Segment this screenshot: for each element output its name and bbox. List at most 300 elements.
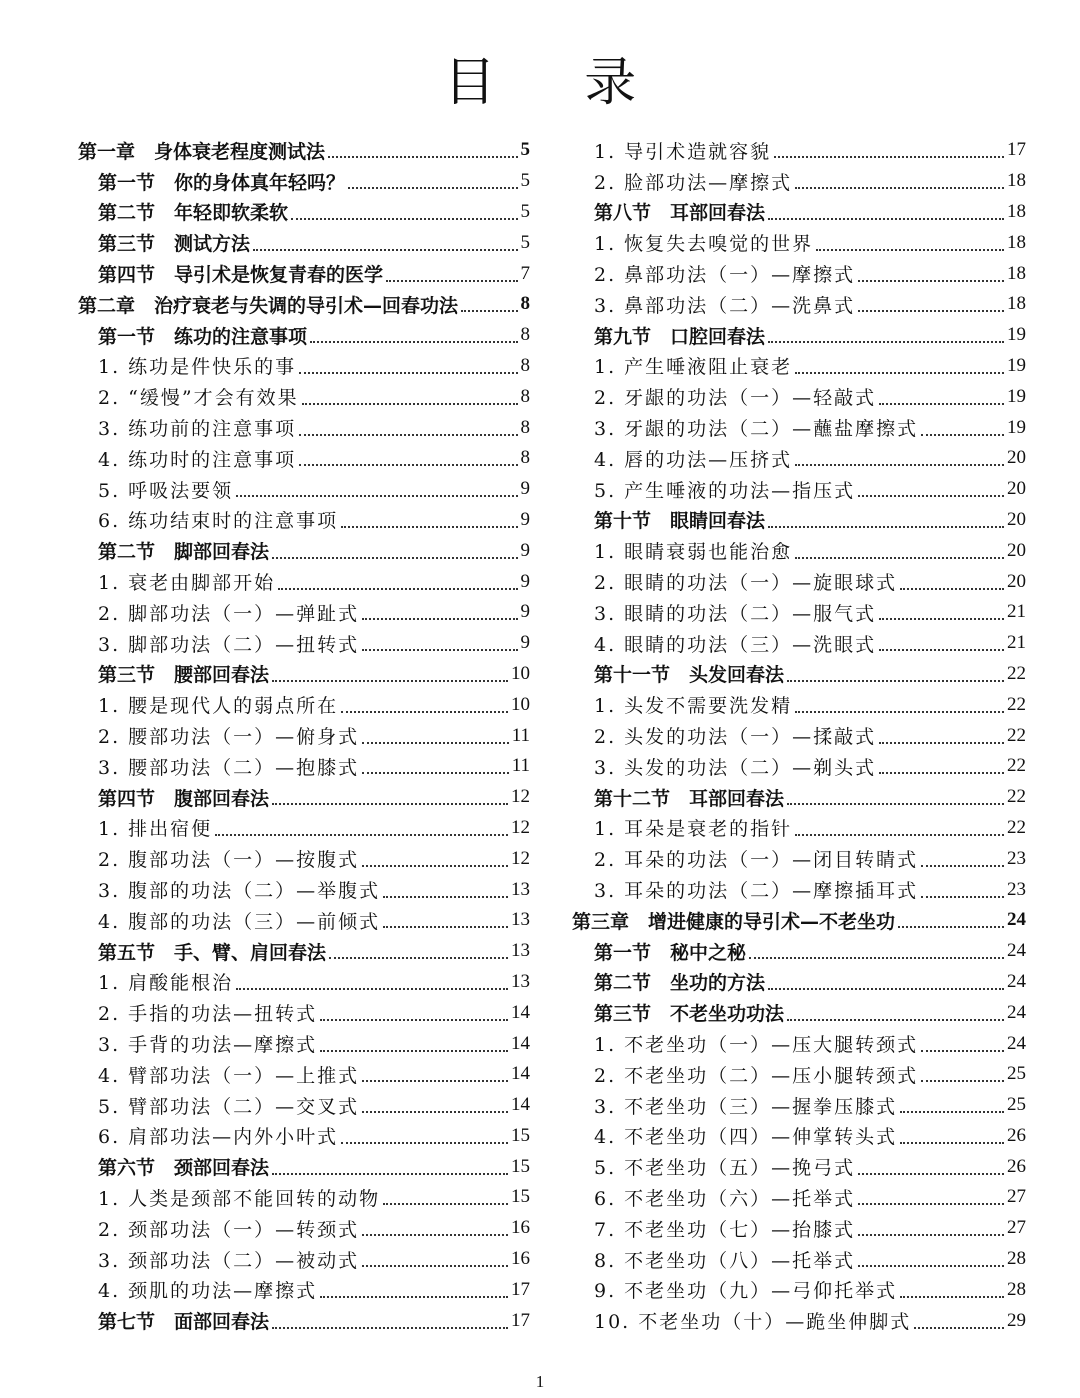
dot-leader bbox=[310, 341, 517, 343]
toc-entry-page: 16 bbox=[511, 1217, 530, 1239]
toc-entry-page: 13 bbox=[511, 878, 530, 900]
toc-entry-label: 第五节 手、臂、肩回春法 bbox=[98, 941, 327, 964]
toc-entry-item bbox=[574, 412, 1026, 443]
toc-entry-label: 1. 产生唾液阻止衰老 bbox=[594, 356, 793, 379]
toc-entry-page: 9 bbox=[520, 539, 530, 561]
toc-entry-page: 28 bbox=[1007, 1278, 1026, 1300]
toc-entry-item bbox=[78, 689, 530, 720]
dot-leader bbox=[768, 526, 1004, 528]
toc-entry-item bbox=[574, 843, 1026, 874]
toc-entry-item bbox=[574, 1151, 1026, 1182]
toc-entry-page: 29 bbox=[1007, 1309, 1026, 1331]
dot-leader bbox=[278, 588, 517, 590]
toc-entry-section bbox=[574, 320, 1026, 351]
toc-entry-item bbox=[78, 905, 530, 936]
toc-entry-page: 27 bbox=[1007, 1186, 1026, 1208]
dot-leader bbox=[900, 1296, 1004, 1298]
toc-entry-page: 9 bbox=[520, 632, 530, 654]
toc-entry-page: 17 bbox=[1007, 139, 1026, 161]
dot-leader bbox=[768, 988, 1004, 990]
dot-leader bbox=[362, 1080, 508, 1082]
toc-entry-label: 4. 臂部功法（一）—上推式 bbox=[98, 1064, 360, 1087]
toc-entry-page: 22 bbox=[1007, 755, 1026, 777]
dot-leader bbox=[795, 187, 1004, 189]
toc-entry-label: 5. 臂部功法（二）—交叉式 bbox=[98, 1095, 360, 1118]
toc-entry-page: 14 bbox=[511, 1094, 530, 1116]
toc-entry-label: 第二章 治疗衰老与失调的导引术—回春功法 bbox=[78, 294, 459, 317]
toc-entry-page: 8 bbox=[520, 385, 530, 407]
dot-leader bbox=[341, 1142, 508, 1144]
toc-entry-item bbox=[78, 1090, 530, 1121]
toc-entry-section bbox=[574, 197, 1026, 228]
toc-entry-label: 3. 颈部功法（二）—被动式 bbox=[98, 1249, 360, 1272]
toc-entry-page: 18 bbox=[1007, 262, 1026, 284]
dot-leader bbox=[461, 310, 517, 312]
dot-leader bbox=[749, 957, 1004, 959]
toc-entry-page: 26 bbox=[1007, 1155, 1026, 1177]
toc-entry-label: 1. 眼睛衰弱也能治愈 bbox=[594, 541, 793, 564]
toc-entry-page: 19 bbox=[1007, 416, 1026, 438]
toc-entry-page: 28 bbox=[1007, 1248, 1026, 1270]
toc-entry-label: 4. 颈肌的功法—摩擦式 bbox=[98, 1280, 318, 1303]
toc-entry-page: 21 bbox=[1007, 601, 1026, 623]
toc-entry-page: 26 bbox=[1007, 1124, 1026, 1146]
toc-entry-item bbox=[574, 874, 1026, 905]
toc-entry-page: 16 bbox=[511, 1248, 530, 1270]
toc-entry-page: 24 bbox=[1007, 970, 1026, 992]
toc-entry-label: 1. 肩酸能根治 bbox=[98, 972, 234, 995]
toc-entry-label: 第十节 眼睛回春法 bbox=[594, 510, 766, 533]
toc-entry-label: 第四节 腹部回春法 bbox=[98, 787, 270, 810]
toc-entry-label: 4. 腹部的功法（三）—前倾式 bbox=[98, 910, 381, 933]
toc-entry-item bbox=[574, 1182, 1026, 1213]
toc-entry-label: 1. 耳朵是衰老的指针 bbox=[594, 818, 793, 841]
toc-entry-page: 13 bbox=[511, 970, 530, 992]
toc-entry-label: 2. 牙龈的功法（一）—轻敲式 bbox=[594, 387, 877, 410]
toc-entry-item bbox=[574, 1274, 1026, 1305]
toc-entry-page: 5 bbox=[520, 170, 530, 192]
toc-entry-section bbox=[78, 320, 530, 351]
page-title: 目 录 bbox=[443, 53, 673, 113]
dot-leader bbox=[253, 249, 517, 251]
toc-entry-page: 15 bbox=[511, 1155, 530, 1177]
toc-entry-item bbox=[78, 381, 530, 412]
toc-entry-label: 第二节 年轻即软柔软 bbox=[98, 202, 289, 225]
toc-entry-item bbox=[574, 474, 1026, 505]
toc-entry-page: 5 bbox=[520, 200, 530, 222]
toc-entry-label: 第十一节 头发回春法 bbox=[594, 664, 785, 687]
dot-leader bbox=[362, 865, 508, 867]
toc-entry-item bbox=[78, 1274, 530, 1305]
toc-entry-page: 22 bbox=[1007, 662, 1026, 684]
toc-entry-page: 8 bbox=[520, 324, 530, 346]
dot-leader bbox=[348, 187, 517, 189]
toc-entry-page: 18 bbox=[1007, 200, 1026, 222]
dot-leader bbox=[921, 1080, 1004, 1082]
toc-entry-label: 3. 腹部的功法（二）—举腹式 bbox=[98, 880, 381, 903]
toc-entry-page: 24 bbox=[1007, 940, 1026, 962]
toc-entry-chapter bbox=[78, 135, 530, 166]
toc-entry-section bbox=[78, 936, 530, 967]
toc-entry-label: 第九节 口腔回春法 bbox=[594, 325, 766, 348]
dot-leader bbox=[291, 218, 517, 220]
dot-leader bbox=[795, 372, 1004, 374]
toc-entry-page: 18 bbox=[1007, 231, 1026, 253]
toc-entry-section bbox=[78, 535, 530, 566]
toc-entry-item bbox=[574, 166, 1026, 197]
dot-leader bbox=[879, 742, 1004, 744]
dot-leader bbox=[879, 403, 1004, 405]
dot-leader bbox=[383, 896, 508, 898]
dot-leader bbox=[768, 341, 1004, 343]
toc-left-column bbox=[78, 135, 530, 1336]
toc-entry-item bbox=[78, 1059, 530, 1090]
toc-entry-page: 21 bbox=[1007, 632, 1026, 654]
toc-entry-page: 12 bbox=[511, 816, 530, 838]
toc-entry-item bbox=[574, 1121, 1026, 1152]
dot-leader bbox=[362, 1234, 508, 1236]
toc-entry-item bbox=[78, 443, 530, 474]
toc-entry-label: 5. 不老坐功（五）—挽弓式 bbox=[594, 1157, 856, 1180]
dot-leader bbox=[858, 495, 1004, 497]
toc-entry-page: 23 bbox=[1007, 878, 1026, 900]
toc-entry-label: 第六节 颈部回春法 bbox=[98, 1157, 270, 1180]
toc-entry-page: 13 bbox=[511, 909, 530, 931]
toc-entry-page: 11 bbox=[511, 724, 530, 746]
toc-entry-page: 24 bbox=[1007, 909, 1026, 931]
toc-entry-label: 第一节 秘中之秘 bbox=[594, 941, 747, 964]
toc-entry-label: 3. 眼睛的功法（二）—服气式 bbox=[594, 602, 877, 625]
dot-leader bbox=[328, 156, 517, 158]
toc-entry-page: 19 bbox=[1007, 385, 1026, 407]
toc-entry-page: 8 bbox=[520, 354, 530, 376]
toc-entry-label: 1. 练功是件快乐的事 bbox=[98, 356, 297, 379]
toc-entry-page: 20 bbox=[1007, 478, 1026, 500]
toc-entry-item bbox=[574, 443, 1026, 474]
dot-leader bbox=[236, 988, 508, 990]
toc-entry-page: 17 bbox=[511, 1309, 530, 1331]
dot-leader bbox=[341, 711, 508, 713]
dot-leader bbox=[272, 1327, 508, 1329]
toc-entry-label: 10. 不老坐功（十）—跪坐伸脚式 bbox=[594, 1311, 912, 1334]
dot-leader bbox=[320, 1296, 508, 1298]
toc-entry-page: 14 bbox=[511, 1001, 530, 1023]
toc-entry-label: 6. 练功结束时的注意事项 bbox=[98, 510, 339, 533]
toc-entry-item bbox=[78, 505, 530, 536]
toc-entry-label: 2. 眼睛的功法（一）—旋眼球式 bbox=[594, 572, 898, 595]
dot-leader bbox=[914, 1327, 1004, 1329]
toc-entry-label: 1. 恢复失去嗅觉的世界 bbox=[594, 233, 814, 256]
toc-entry-label: 7. 不老坐功（七）—抬膝式 bbox=[594, 1218, 856, 1241]
dot-leader bbox=[362, 618, 517, 620]
toc-entry-label: 第八节 耳部回春法 bbox=[594, 202, 766, 225]
dot-leader bbox=[272, 557, 517, 559]
toc-entry-item bbox=[574, 135, 1026, 166]
toc-entry-chapter bbox=[78, 289, 530, 320]
toc-entry-page: 14 bbox=[511, 1032, 530, 1054]
toc-entry-label: 第七节 面部回春法 bbox=[98, 1311, 270, 1334]
toc-entry-item bbox=[574, 1213, 1026, 1244]
toc-entry-page: 10 bbox=[511, 693, 530, 715]
toc-entry-page: 20 bbox=[1007, 508, 1026, 530]
dot-leader bbox=[215, 834, 508, 836]
dot-leader bbox=[320, 1050, 508, 1052]
toc-entry-section bbox=[574, 659, 1026, 690]
toc-entry-label: 8. 不老坐功（八）—托举式 bbox=[594, 1249, 856, 1272]
toc-entry-item bbox=[574, 535, 1026, 566]
toc-entry-section bbox=[78, 258, 530, 289]
toc-entry-page: 20 bbox=[1007, 447, 1026, 469]
dot-leader bbox=[858, 1203, 1004, 1205]
toc-entry-item bbox=[574, 751, 1026, 782]
dot-leader bbox=[299, 434, 517, 436]
dot-leader bbox=[858, 310, 1004, 312]
page-number: 1 bbox=[535, 1372, 545, 1391]
toc-entry-item bbox=[574, 1244, 1026, 1275]
toc-entry-label: 2. “缓慢”才会有效果 bbox=[98, 387, 299, 410]
dot-leader bbox=[329, 957, 508, 959]
dot-leader bbox=[858, 1173, 1004, 1175]
toc-entry-page: 5 bbox=[520, 231, 530, 253]
dot-leader bbox=[774, 156, 1004, 158]
toc-entry-section bbox=[574, 967, 1026, 998]
dot-leader bbox=[795, 834, 1004, 836]
toc-entry-item bbox=[574, 689, 1026, 720]
toc-entry-page: 8 bbox=[520, 416, 530, 438]
toc-entry-item bbox=[78, 412, 530, 443]
toc-entry-label: 3. 耳朵的功法（二）—摩擦插耳式 bbox=[594, 880, 919, 903]
toc-entry-item bbox=[78, 813, 530, 844]
dot-leader bbox=[272, 803, 508, 805]
toc-entry-page: 12 bbox=[511, 847, 530, 869]
toc-entry-page: 7 bbox=[520, 262, 530, 284]
toc-entry-section bbox=[574, 936, 1026, 967]
toc-entry-label: 第一节 练功的注意事项 bbox=[98, 325, 308, 348]
toc-entry-section bbox=[78, 1305, 530, 1336]
toc-entry-label: 第三章 增进健康的导引术—不老坐功 bbox=[572, 910, 896, 933]
toc-entry-page: 15 bbox=[511, 1124, 530, 1146]
dot-leader bbox=[921, 434, 1004, 436]
toc-entry-page: 24 bbox=[1007, 1032, 1026, 1054]
toc-entry-chapter bbox=[572, 905, 1026, 936]
toc-entry-page: 17 bbox=[511, 1278, 530, 1300]
dot-leader bbox=[795, 711, 1004, 713]
toc-entry-label: 第一节 你的身体真年轻吗？ bbox=[98, 171, 346, 194]
dot-leader bbox=[879, 649, 1004, 651]
dot-leader bbox=[921, 896, 1004, 898]
toc-entry-page: 8 bbox=[520, 293, 530, 315]
toc-entry-item bbox=[78, 628, 530, 659]
dot-leader bbox=[858, 1234, 1004, 1236]
toc-entry-page: 9 bbox=[520, 570, 530, 592]
toc-entry-item bbox=[574, 566, 1026, 597]
toc-entry-item bbox=[574, 597, 1026, 628]
dot-leader bbox=[386, 280, 517, 282]
toc-entry-item bbox=[574, 1028, 1026, 1059]
toc-entry-item bbox=[78, 967, 530, 998]
toc-entry-label: 第三节 腰部回春法 bbox=[98, 664, 270, 687]
dot-leader bbox=[898, 926, 1004, 928]
toc-entry-section bbox=[78, 782, 530, 813]
toc-entry-page: 18 bbox=[1007, 293, 1026, 315]
dot-leader bbox=[768, 218, 1004, 220]
toc-entry-label: 1. 腰是现代人的弱点所在 bbox=[98, 695, 339, 718]
dot-leader bbox=[921, 865, 1004, 867]
toc-entry-label: 2. 腰部功法（一）—俯身式 bbox=[98, 726, 360, 749]
toc-entry-label: 2. 鼻部功法（一）—摩擦式 bbox=[594, 264, 856, 287]
dot-leader bbox=[795, 464, 1004, 466]
toc-entry-label: 第十二节 耳部回春法 bbox=[594, 787, 785, 810]
toc-entry-page: 27 bbox=[1007, 1217, 1026, 1239]
toc-entry-label: 第三节 测试方法 bbox=[98, 233, 251, 256]
toc-entry-section bbox=[78, 197, 530, 228]
toc-entry-section bbox=[574, 997, 1026, 1028]
toc-entry-label: 1. 衰老由脚部开始 bbox=[98, 572, 276, 595]
dot-leader bbox=[236, 495, 517, 497]
toc-entry-label: 3. 头发的功法（二）—剃头式 bbox=[594, 756, 877, 779]
dot-leader bbox=[787, 680, 1004, 682]
dot-leader bbox=[383, 926, 508, 928]
toc-entry-section bbox=[574, 782, 1026, 813]
toc-entry-label: 3. 脚部功法（二）—扭转式 bbox=[98, 633, 360, 656]
toc-entry-section bbox=[78, 166, 530, 197]
toc-entry-label: 3. 不老坐功（三）—握拳压膝式 bbox=[594, 1095, 898, 1118]
dot-leader bbox=[302, 403, 518, 405]
toc-entry-label: 第四节 导引术是恢复青春的医学 bbox=[98, 264, 384, 287]
toc-entry-page: 12 bbox=[511, 786, 530, 808]
dot-leader bbox=[362, 649, 517, 651]
toc-entry-page: 22 bbox=[1007, 724, 1026, 746]
toc-entry-item bbox=[574, 813, 1026, 844]
toc-entry-page: 22 bbox=[1007, 816, 1026, 838]
toc-entry-item bbox=[574, 1059, 1026, 1090]
toc-entry-label: 3. 练功前的注意事项 bbox=[98, 418, 297, 441]
toc-entry-page: 24 bbox=[1007, 1001, 1026, 1023]
dot-leader bbox=[362, 772, 509, 774]
toc-entry-item bbox=[574, 258, 1026, 289]
toc-entry-label: 6. 不老坐功（六）—托举式 bbox=[594, 1187, 856, 1210]
toc-entry-page: 15 bbox=[511, 1186, 530, 1208]
toc-entry-page: 5 bbox=[520, 139, 530, 161]
toc-entry-item bbox=[574, 628, 1026, 659]
dot-leader bbox=[362, 742, 509, 744]
toc-entry-item bbox=[78, 874, 530, 905]
dot-leader bbox=[362, 1265, 508, 1267]
toc-entry-label: 1. 人类是颈部不能回转的动物 bbox=[98, 1187, 381, 1210]
toc-entry-item bbox=[574, 1090, 1026, 1121]
toc-entry-label: 第三节 不老坐功功法 bbox=[594, 1003, 785, 1026]
toc-entry-label: 1. 头发不需要洗发精 bbox=[594, 695, 793, 718]
dot-leader bbox=[383, 1203, 508, 1205]
toc-entry-item bbox=[574, 720, 1026, 751]
toc-entry-label: 2. 手指的功法—扭转式 bbox=[98, 1003, 318, 1026]
toc-entry-item bbox=[78, 566, 530, 597]
toc-entry-label: 6. 肩部功法—内外小叶式 bbox=[98, 1126, 339, 1149]
dot-leader bbox=[858, 280, 1004, 282]
toc-entry-label: 2. 脸部功法—摩擦式 bbox=[594, 171, 793, 194]
dot-leader bbox=[921, 1050, 1004, 1052]
toc-entry-page: 18 bbox=[1007, 170, 1026, 192]
toc-entry-item bbox=[574, 351, 1026, 382]
toc-entry-label: 5. 呼吸法要领 bbox=[98, 479, 234, 502]
toc-entry-item bbox=[574, 1305, 1026, 1336]
toc-entry-page: 25 bbox=[1007, 1094, 1026, 1116]
toc-entry-page: 19 bbox=[1007, 354, 1026, 376]
toc-entry-page: 11 bbox=[511, 755, 530, 777]
toc-entry-section bbox=[78, 227, 530, 258]
dot-leader bbox=[900, 1111, 1004, 1113]
toc-entry-label: 1. 排出宿便 bbox=[98, 818, 213, 841]
toc-entry-item bbox=[78, 843, 530, 874]
toc-entry-page: 8 bbox=[520, 447, 530, 469]
toc-entry-item bbox=[78, 351, 530, 382]
toc-entry-page: 20 bbox=[1007, 539, 1026, 561]
toc-entry-label: 4. 练功时的注意事项 bbox=[98, 448, 297, 471]
toc-entry-item bbox=[574, 289, 1026, 320]
toc-entry-label: 4. 唇的功法—压挤式 bbox=[594, 448, 793, 471]
toc-entry-label: 3. 牙龈的功法（二）—蘸盐摩擦式 bbox=[594, 418, 919, 441]
toc-entry-page: 14 bbox=[511, 1063, 530, 1085]
dot-leader bbox=[272, 680, 508, 682]
dot-leader bbox=[787, 803, 1004, 805]
toc-entry-label: 3. 鼻部功法（二）—洗鼻式 bbox=[594, 294, 856, 317]
toc-entry-page: 9 bbox=[520, 478, 530, 500]
toc-entry-item bbox=[78, 1121, 530, 1152]
toc-entry-page: 20 bbox=[1007, 570, 1026, 592]
toc-entry-label: 2. 耳朵的功法（一）—闭目转睛式 bbox=[594, 849, 919, 872]
toc-entry-section bbox=[574, 505, 1026, 536]
dot-leader bbox=[858, 1265, 1004, 1267]
toc-entry-section bbox=[78, 1151, 530, 1182]
toc-entry-item bbox=[78, 1028, 530, 1059]
dot-leader bbox=[795, 557, 1004, 559]
toc-entry-page: 19 bbox=[1007, 324, 1026, 346]
toc-entry-page: 9 bbox=[520, 508, 530, 530]
toc-entry-label: 9. 不老坐功（九）—弓仰托举式 bbox=[594, 1280, 898, 1303]
dot-leader bbox=[299, 464, 517, 466]
toc-entry-label: 4. 不老坐功（四）—伸掌转头式 bbox=[594, 1126, 898, 1149]
toc-entry-label: 2. 颈部功法（一）—转颈式 bbox=[98, 1218, 360, 1241]
dot-leader bbox=[362, 1111, 508, 1113]
dot-leader bbox=[900, 1142, 1004, 1144]
toc-entry-section bbox=[78, 659, 530, 690]
dot-leader bbox=[816, 249, 1004, 251]
toc-entry-label: 4. 眼睛的功法（三）—洗眼式 bbox=[594, 633, 877, 656]
toc-entry-item bbox=[78, 997, 530, 1028]
toc-entry-label: 第一章 身体衰老程度测试法 bbox=[78, 140, 326, 163]
toc-entry-item bbox=[574, 381, 1026, 412]
toc-entry-page: 22 bbox=[1007, 786, 1026, 808]
dot-leader bbox=[787, 1019, 1004, 1021]
toc-entry-item bbox=[78, 1244, 530, 1275]
toc-entry-label: 1. 不老坐功（一）—压大腿转颈式 bbox=[594, 1034, 919, 1056]
toc-entry-page: 13 bbox=[511, 940, 530, 962]
toc-entry-page: 25 bbox=[1007, 1063, 1026, 1085]
toc-entry-item bbox=[78, 1182, 530, 1213]
toc-entry-item bbox=[574, 227, 1026, 258]
dot-leader bbox=[299, 372, 517, 374]
toc-entry-label: 第二节 坐功的方法 bbox=[594, 972, 766, 995]
toc-entry-label: 2. 头发的功法（一）—揉敲式 bbox=[594, 726, 877, 749]
toc-entry-label: 第二节 脚部回春法 bbox=[98, 541, 270, 564]
toc-entry-label: 1. 导引术造就容貌 bbox=[594, 140, 772, 163]
toc-entry-label: 2. 腹部功法（一）—按腹式 bbox=[98, 849, 360, 872]
toc-entry-label: 3. 手背的功法—摩擦式 bbox=[98, 1034, 318, 1056]
toc-entry-item bbox=[78, 474, 530, 505]
toc-entry-label: 2. 脚部功法（一）—弹趾式 bbox=[98, 602, 360, 625]
toc-entry-page: 22 bbox=[1007, 693, 1026, 715]
dot-leader bbox=[879, 772, 1004, 774]
